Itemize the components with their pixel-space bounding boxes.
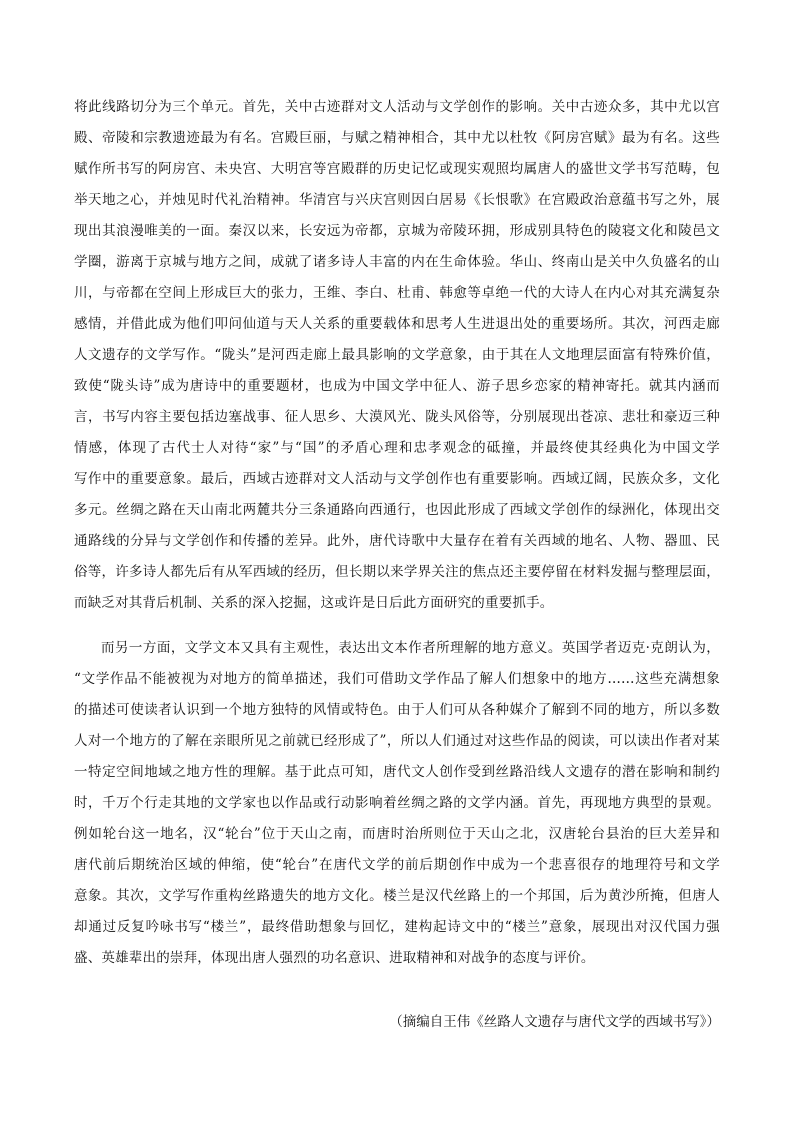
text-line: 学圈，游离于京城与地方之间，成就了诸多诗人丰富的内在生命体验。华山、终南山是关中久负盛名的山 <box>74 254 720 270</box>
text-line: 唐代前后期统治区域的伸缩，使“轮台”在唐代文学的前后期创作中成为一个悲喜很存的地理符号和文学 <box>74 857 720 873</box>
text-line: 人对一个地方的了解在亲眼所见之前就已经形成了”，所以人们通过对这些作品的阅读，可以读出作者对某 <box>74 733 720 749</box>
text-line: 情感，体现了古代士人对待“家”与“国”的矛盾心理和忠孝观念的砥撞，并最终使其经典化为中国文学 <box>74 440 720 456</box>
text-line: 举天地之心，并烛见时代礼治精神。华清宫与兴庆宫则因白居易《长恨歌》在宫殿政治意蕴书写之外，展 <box>74 192 720 208</box>
text-line: 将此线路切分为三个单元。首先，关中古迹群对文人活动与文学创作的影响。关中古迹众多，其中尤以宫 <box>74 99 720 115</box>
text-line: 感情，并借此成为他们叩问仙道与天人关系的重要载体和思考人生进退出处的重要场所。其次，河西走廊 <box>74 316 720 332</box>
text-line: 人文遗存的文学写作。“陇头”是河西走廊上最具影响的文学意象，由于其在人文地理层面富有特殊价值， <box>74 347 720 363</box>
text-line: 殿、帝陵和宗教遗迹最为有名。宫殿巨丽，与赋之精神相合，其中尤以杜牧《阿房宫赋》最为有名。这些 <box>74 130 720 146</box>
text-line: 时，千万个行走其地的文学家也以作品或行动影响着丝绸之路的文学内涵。首先，再现地方典型的景观。 <box>74 795 720 811</box>
text-line: 意象。其次，文学写作重构丝路遗失的地方文化。楼兰是汉代丝路上的一个邦国，后为黄沙所掩，但唐人 <box>74 888 720 904</box>
text-line: 赋作所书写的阿房宫、未央宫、大明宫等宫殿群的历史记忆或现实观照均属唐人的盛世文学书写范畴，包 <box>74 161 720 177</box>
text-line: “文学作品不能被视为对地方的简单描述，我们可借助文学作品了解人们想象中的地方……这些充满想象 <box>74 671 720 687</box>
text-line: 现出其浪漫唯美的一面。秦汉以来，长安远为帝都，京城为帝陵环拥，形成别具特色的陵寝文化和陵邑文 <box>74 223 720 239</box>
text-line: 俗等，许多诗人都先后有从军西域的经历，但长期以来学界关注的焦点还主要停留在材料发掘与整理层面， <box>74 564 720 580</box>
text-line: 而缺乏对其背后机制、关系的深入挖掘，这或许是日后此方面研究的重要抓手。 <box>74 595 554 611</box>
text-line: 言，书写内容主要包括边塞战事、征人思乡、大漠风光、陇头风俗等，分别展现出苍凉、悲壮和豪迈三种 <box>74 409 720 425</box>
text-line: 写作中的重要意象。最后，西域古迹群对文人活动与文学创作也有重要影响。西域辽阔，民族众多，文化 <box>74 471 720 487</box>
text-line: 盛、英雄辈出的崇拜，体现出唐人强烈的功名意识、进取精神和对战争的态度与评价。 <box>74 950 595 966</box>
text-line: 川，与帝都在空间上形成巨大的张力，王维、李白、杜甫、韩愈等卓绝一代的大诗人在内心对其充满复杂 <box>74 285 720 301</box>
text-line: 而另一方面，文学文本又具有主观性，表达出文本作者所理解的地方意义。英国学者迈克·克朗认为， <box>101 640 720 656</box>
text-line: 例如轮台这一地名，汉“轮台”位于天山之南，而唐时治所则位于天山之北，汉唐轮台县治的巨大差异和 <box>74 826 720 842</box>
text-line: 的描述可使读者认识到一个地方独特的风情或特色。由于人们可从各种媒介了解到不同的地方，所以多数 <box>74 702 720 718</box>
text-line: 却通过反复吟咏书写“楼兰”，最终借助想象与回忆，建构起诗文中的“楼兰”意象，展现出对汉代国力强 <box>74 919 720 935</box>
text-line: 致使“陇头诗”成为唐诗中的重要题材，也成为中国文学中征人、游子思乡恋家的精神寄托。就其内涵而 <box>74 378 720 394</box>
source-citation: （摘编自王伟《丝路人文遗存与唐代文学的西域书写》） <box>389 1014 720 1030</box>
text-line: 多元。丝绸之路在天山南北两麓共分三条通路向西通行，也因此形成了西域文学创作的绿洲化，体现出交 <box>74 502 720 518</box>
text-line: 通路线的分异与文学创作和传播的差异。此外，唐代诗歌中大量存在着有关西域的地名、人物、器皿、民 <box>74 533 720 549</box>
text-line: 一特定空间地域之地方性的理解。基于此点可知，唐代文人创作受到丝路沿线人文遗存的潜在影响和制约 <box>74 764 720 780</box>
